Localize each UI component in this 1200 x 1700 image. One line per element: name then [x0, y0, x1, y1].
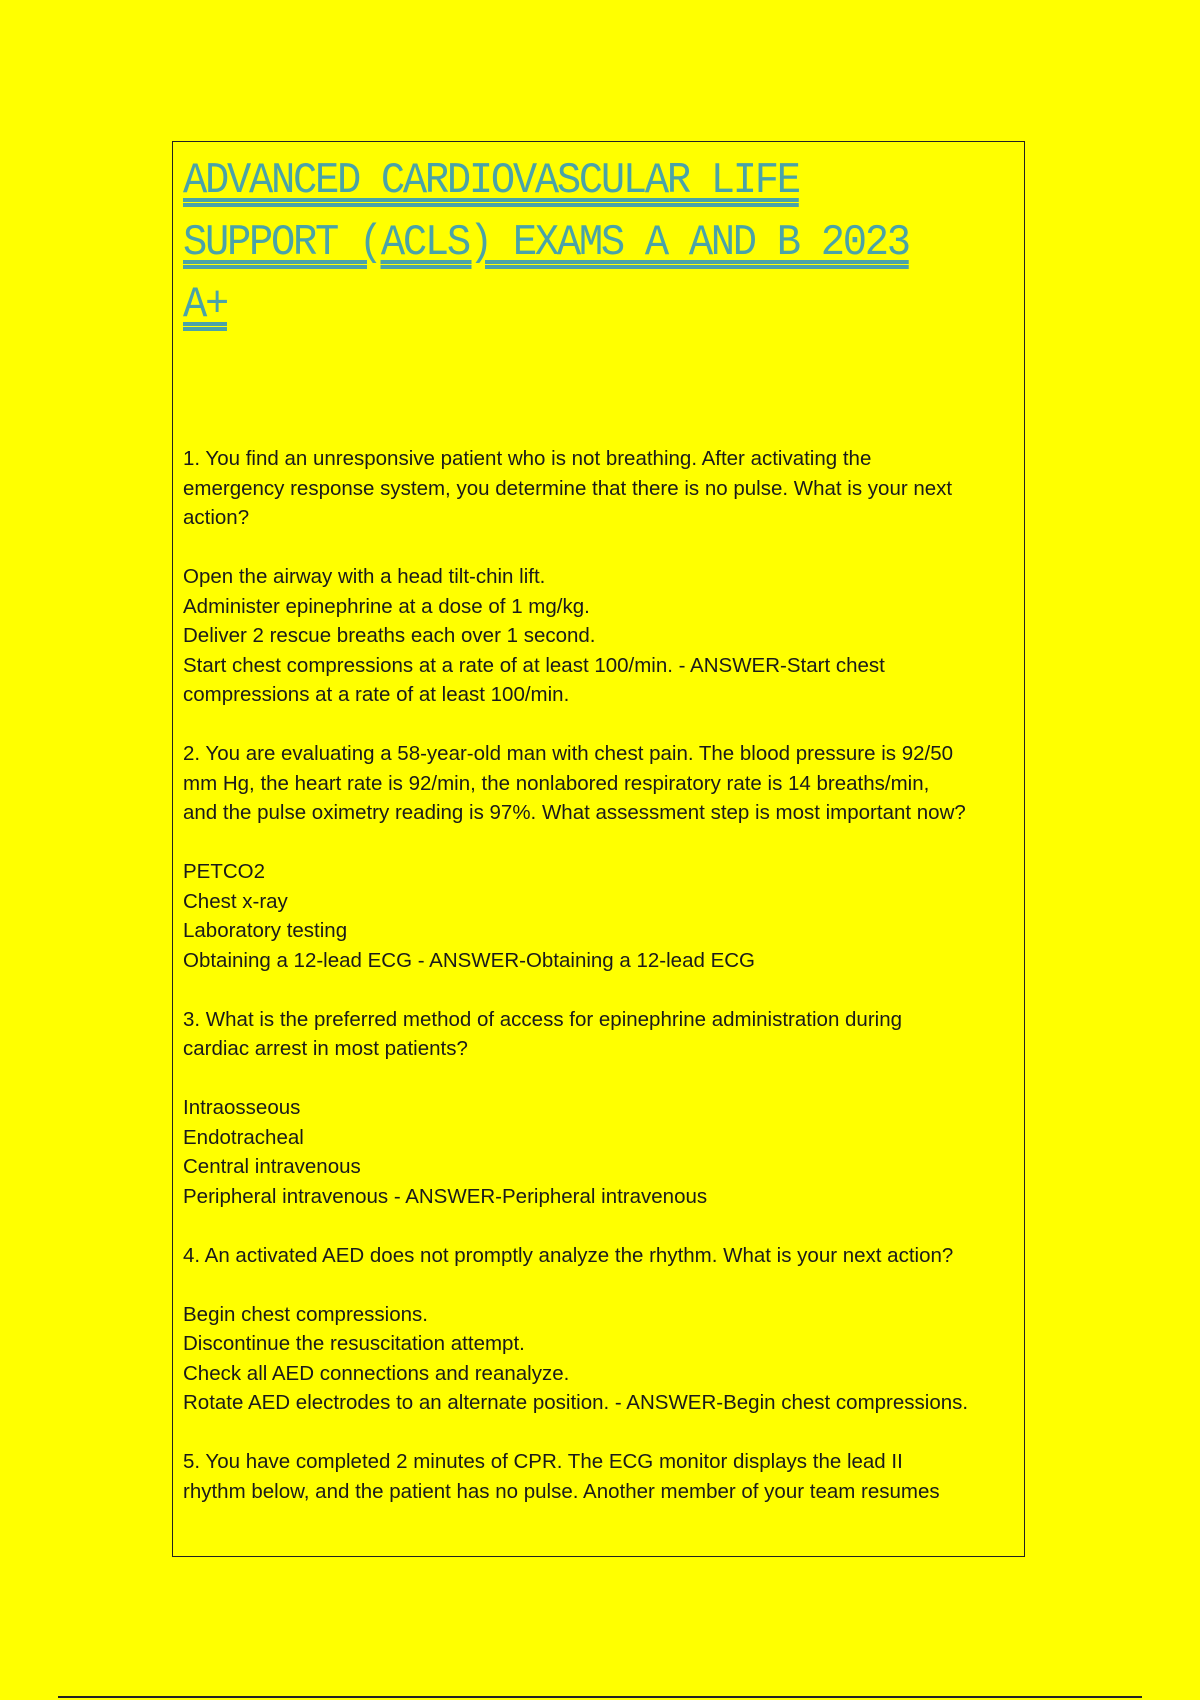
title-line-2: SUPPORT (ACLS) EXAMS A AND B 2023: [183, 218, 909, 268]
answer-option: Discontinue the resuscitation attempt.: [183, 1332, 525, 1355]
footer-divider: [58, 1696, 1142, 1698]
answer-option: Intraosseous: [183, 1096, 301, 1119]
document-page: [172, 141, 1025, 1557]
title-line-3: A+: [183, 280, 227, 330]
question-text: 1. You find an unresponsive patient who is not breathing. After activating the: [183, 447, 872, 470]
document-title: [183, 150, 947, 336]
answer-option: PETCO2: [183, 860, 266, 883]
question-block-4: [183, 1241, 1025, 1418]
answer-option: Laboratory testing: [183, 919, 348, 942]
question-block-3: [183, 1005, 1025, 1212]
answer-option: Obtaining a 12-lead ECG - ANSWER-Obtaining a 12-lead ECG: [183, 948, 755, 972]
answer-option: Begin chest compressions.: [183, 1302, 428, 1326]
title-line-1: ADVANCED CARDIOVASCULAR LIFE: [183, 156, 799, 206]
question-text: mm Hg, the heart rate is 92/min, the nonlabored respiratory rate is 14 breaths/min,: [183, 771, 930, 795]
question-text: and the pulse oximetry reading is 97%. What assessment step is most important now?: [183, 801, 966, 824]
question-text: emergency response system, you determine that there is no pulse. What is your next: [183, 476, 953, 500]
question-text: rhythm below, and the patient has no pulse. Another member of your team resumes: [183, 1479, 940, 1503]
answer-option: Deliver 2 rescue breaths each over 1 second.: [183, 624, 596, 647]
question-text: 3. What is the preferred method of access for epinephrine administration during: [183, 1007, 903, 1031]
spacer: [183, 828, 1025, 858]
question-text: 2. You are evaluating a 58-year-old man with chest pain. The blood pressure is 92/50: [183, 742, 954, 765]
question-text: action?: [183, 506, 250, 529]
spacer: [183, 533, 1025, 563]
answer-option: Open the airway with a head tilt-chin lift.: [183, 565, 546, 588]
spacer: [183, 1064, 1025, 1094]
answer-option: Administer epinephrine at a dose of 1 mg/kg.: [183, 594, 590, 618]
answer-option: Rotate AED electrodes to an alternate position. - ANSWER-Begin chest compressions.: [183, 1391, 969, 1414]
question-text: 5. You have completed 2 minutes of CPR. The ECG monitor displays the lead II: [183, 1450, 903, 1473]
answer-option: Check all AED connections and reanalyze.: [183, 1361, 570, 1385]
question-text: 4. An activated AED does not promptly analyze the rhythm. What is your next action?: [183, 1243, 954, 1267]
spacer: [183, 1270, 1025, 1300]
answer-option: Start chest compressions at a rate of at least 100/min. - ANSWER-Start chest: [183, 653, 885, 677]
question-block-5: [183, 1447, 1025, 1506]
answer-option: Chest x-ray: [183, 889, 288, 913]
question-text: cardiac arrest in most patients?: [183, 1037, 468, 1060]
answer-option: compressions at a rate of at least 100/min.: [183, 683, 570, 706]
question-block-1: [183, 444, 1025, 710]
document-body: [183, 444, 1025, 1536]
question-block-2: [183, 739, 1025, 975]
answer-option: Endotracheal: [183, 1125, 304, 1149]
answer-option: Peripheral intravenous - ANSWER-Peripheral intravenous: [183, 1184, 708, 1208]
answer-option: Central intravenous: [183, 1155, 361, 1178]
